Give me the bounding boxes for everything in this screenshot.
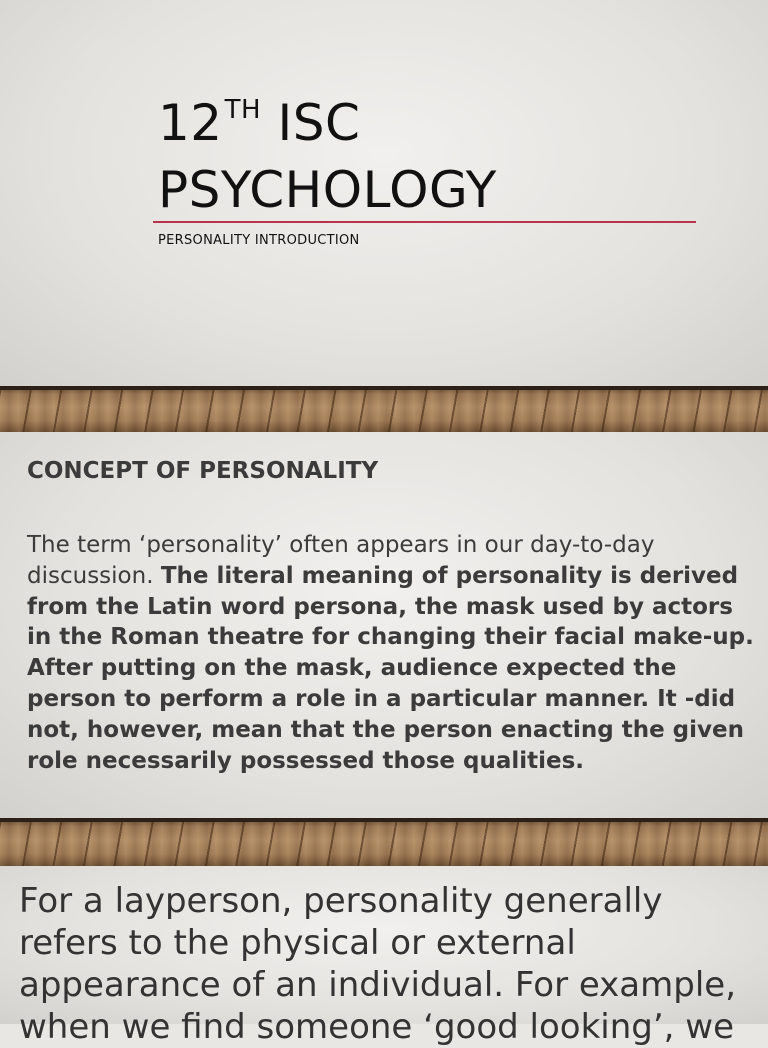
title-rest: ISC (261, 94, 361, 152)
slide-concept (0, 432, 768, 818)
slide-subtitle: PERSONALITY INTRODUCTION (158, 233, 360, 248)
title-superscript: TH (224, 95, 262, 125)
layperson-body: For a layperson, personality generally refers to the physical or external appearance of an individual. For example, when we find someone ‘good looking’, we (19, 881, 737, 1047)
concept-heading: CONCEPT OF PERSONALITY (27, 458, 379, 484)
title-divider (153, 221, 696, 223)
title-line2: PSYCHOLOGY (158, 161, 497, 219)
wood-floor-divider (0, 386, 768, 432)
title-number: 12 (158, 94, 223, 152)
slide-title (0, 0, 768, 386)
concept-body-bold: The literal meaning of personality is derived from the Latin word persona, the mask used by actors in the Roman theatre for changing their facial make-up. After putting on the mask, audience expected the person to perform a role in a particular manner. It -did not, however, mean that the person enacting the given role necessarily possessed those qualities. (27, 562, 754, 774)
wood-floor-divider (0, 818, 768, 866)
concept-body-plain: The term ‘personality’ often appears in our day-to-day discussion. (27, 532, 655, 589)
concept-body (27, 530, 757, 776)
slide-title-heading (158, 94, 497, 219)
slide-layperson (0, 866, 768, 1047)
